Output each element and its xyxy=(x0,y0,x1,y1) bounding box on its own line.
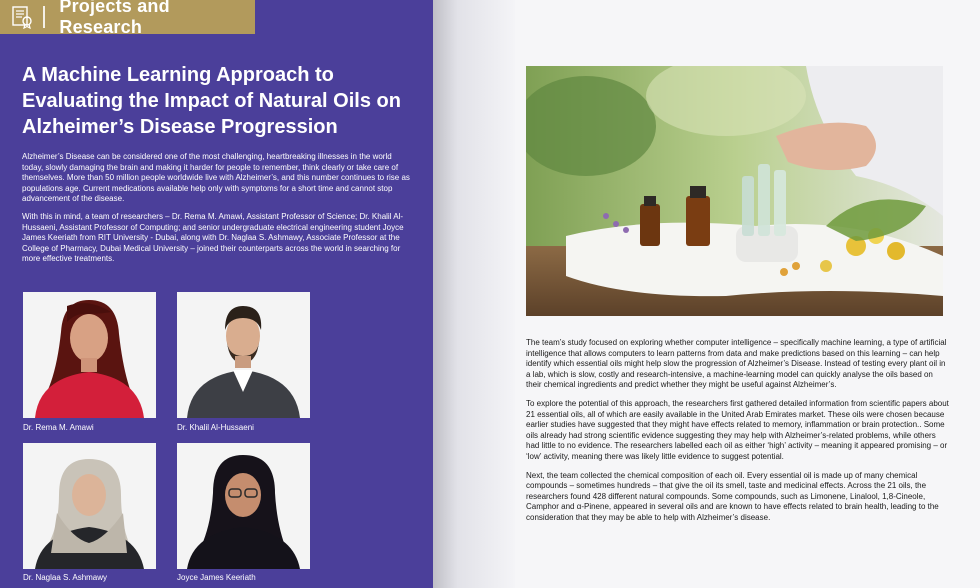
article-title: A Machine Learning Approach to Evaluating the Impact of Natural Oils on Alzheimer’s Disease Progression xyxy=(22,64,401,138)
portrait-khalil-al-hussaeni xyxy=(177,292,310,418)
page-gutter xyxy=(433,0,515,588)
intro-paragraph: With this in mind, a team of researchers – Dr. Rema M. Amawi, Assistant Professor of Science; Dr. Khalil Al-Hussaeni, Assistant Professor of Computing; and senior undergraduate electrical engineering student Joyce James Keeriath from RIT University - Dubai, along with Dr. Naglaa S. Ashmawy, Associate Professor at the College of Pharmacy, Dubai Medical University – joined their counterparts across the world in searching for more effective treatments. xyxy=(22,211,404,264)
left-page xyxy=(0,0,433,588)
caption-rema-amawi: Dr. Rema M. Amawi xyxy=(23,423,94,432)
essential-oils-photo xyxy=(526,66,943,316)
intro-text xyxy=(22,152,414,272)
body-paragraph: To explore the potential of this approach, the researchers first gathered detailed information from scientific papers about 21 essential oils, all of which are easily available in the United Arab Emirates market. These oils were chosen because earlier studies have suggested that they might have effects related to memory, inflammation or brain protection.. Some oils already had strong scientific evidence suggesting they may help with Alzheimer’s-related problems, while others had little to no evidence. The researchers labelled each oil as either ‘high’ activity – meaning it appeared promising – or ‘low’ activity, meaning there was likely little evidence to suggest potential. xyxy=(526,398,949,461)
caption-naglaa-ashmawy: Dr. Naglaa S. Ashmawy xyxy=(23,573,108,582)
banner-divider xyxy=(43,6,45,28)
portrait-naglaa-ashmawy xyxy=(23,443,156,569)
document-certificate-icon xyxy=(0,0,43,34)
caption-khalil-al-hussaeni: Dr. Khalil Al-Hussaeni xyxy=(177,423,254,432)
intro-paragraph: Alzheimer’s Disease can be considered one of the most challenging, heartbreaking illnesses in the world today, slowly damaging the brain and making it harder for people to remember, think clearly or take care of themselves. More than 50 million people worldwide live with Alzheimer’s, and this number continues to rise as populations age. Current medications available help only with symptoms for a short time and cannot stop advancement of the disease. xyxy=(22,152,410,204)
body-paragraph: Next, the team collected the chemical composition of each oil. Every essential oil is made up of many chemical compounds – sometimes hundreds – that give the oil its smell, taste and medicinal effects. Across the 21 oils, the researchers found 428 different natural compounds. Some compounds, such as Limonene, Linalool, 1,8-Cineole, Camphor and α-Pinene, appeared in several oils and are known to have effects related to brain health, leading to the consideration that they may be able to help with Alzheimer’s disease. xyxy=(526,470,939,522)
section-title: Projects and Research xyxy=(59,0,170,37)
caption-joyce-james-keeriath: Joyce James Keeriath xyxy=(177,573,256,582)
portrait-joyce-james-keeriath xyxy=(177,443,310,569)
portrait-rema-amawi xyxy=(23,292,156,418)
section-banner xyxy=(0,0,255,37)
article-body xyxy=(526,338,950,532)
body-paragraph: The team’s study focused on exploring whether computer intelligence – specifically machine learning, a type of artificial intelligence that allows computers to learn patterns from data and make predictions based on this learning – can help identify which essential oils might help slow the progression of Alzheimer’s Disease. Instead of testing every plant oil in a lab, which is slow, costly and research-intensive, a machine-learning model can quickly analyse the oils based on their chemical ingredients and predict whether they might be useful against Alzheimer’s. xyxy=(526,338,947,390)
right-page xyxy=(515,0,980,588)
